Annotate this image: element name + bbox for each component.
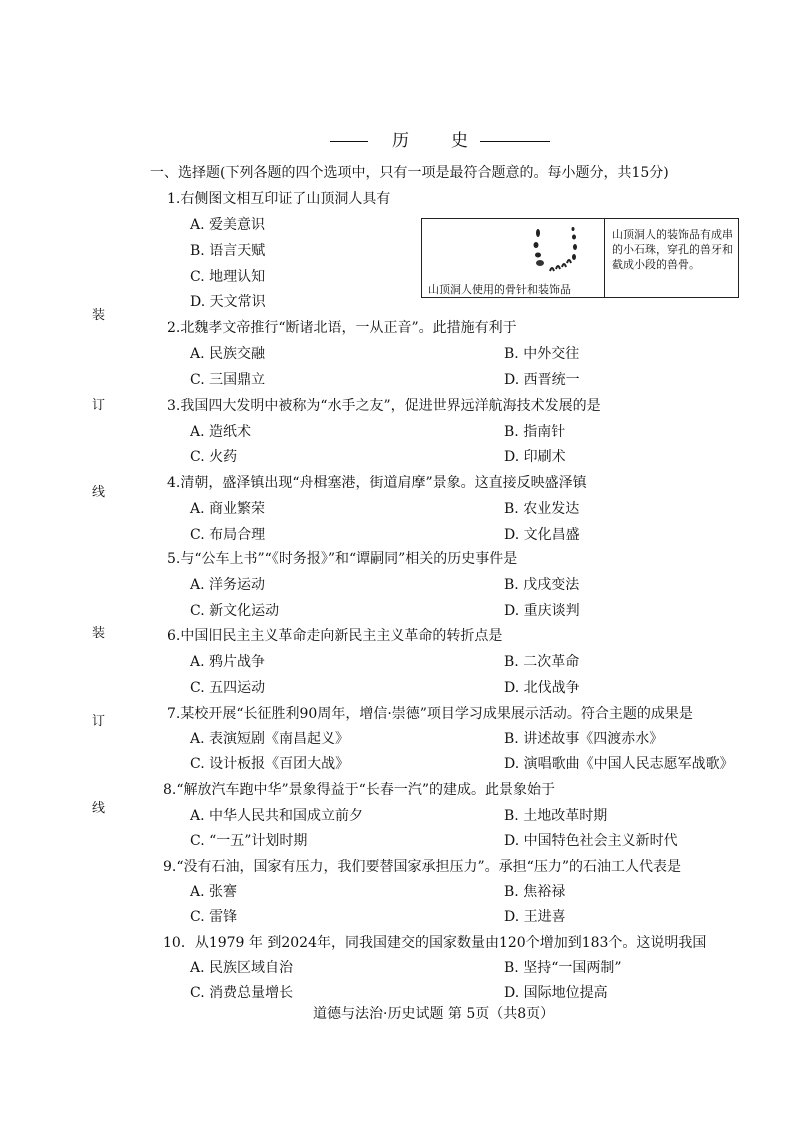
option: D. 演唱歌曲《中国人民志愿军战歌》 <box>504 756 734 772</box>
option: C. 新文化运动 <box>190 603 280 619</box>
option: A. 商业繁荣 <box>190 501 266 517</box>
option: D. 西晋统一 <box>504 372 580 388</box>
option: A. 表演短剧《南昌起义》 <box>190 731 350 747</box>
question-stem: 8.“解放汽车跑中华”景象得益于“长春一汽”的建成。此景象始于 <box>163 782 555 798</box>
option: C. “一五”计划时期 <box>190 833 308 849</box>
option: B. 中外交往 <box>504 346 580 362</box>
binding-mark: 装 <box>92 626 106 641</box>
bone-needle-ornaments-illustration <box>522 223 582 279</box>
option: A. 造纸术 <box>190 424 252 440</box>
binding-mark: 线 <box>92 485 106 500</box>
option: C. 布局合理 <box>190 527 266 543</box>
option: B. 农业发达 <box>504 501 580 517</box>
question-stem: 6.中国旧民主主义革命走向新民主主义革命的转折点是 <box>167 628 503 644</box>
option: B. 语言天赋 <box>190 243 266 259</box>
option: C. 火药 <box>190 449 238 465</box>
question-stem: 2.北魏孝文帝推行“断诸北语，一从正音”。此措施有利于 <box>167 320 517 336</box>
option: D. 文化昌盛 <box>504 527 580 543</box>
option: A. 张謇 <box>190 884 238 900</box>
option: B. 焦裕禄 <box>504 884 566 900</box>
option: A. 爱美意识 <box>190 217 266 233</box>
section-instruction: 一、选择题(下列各题的四个选项中，只有一项是最符合题意的。每小题分，共15分) <box>150 165 669 181</box>
question-stem: 7.某校开展“长征胜利90周年，增信·崇德”项目学习成果展示活动。符合主题的成果是 <box>167 706 693 722</box>
question-stem: 9.“没有石油，国家有压力，我们要替国家承担压力”。承担“压力”的石油工人代表是 <box>163 859 681 875</box>
option: A. 鸦片战争 <box>190 654 266 670</box>
figure-caption: 山顶洞人使用的骨针和装饰品 <box>428 283 571 296</box>
option: A. 洋务运动 <box>190 577 266 593</box>
page-title <box>330 126 550 151</box>
question-stem: 5.与“公车上书”“《时务报》”和“谭嗣同”相关的历史事件是 <box>167 551 518 567</box>
option: C. 地理认知 <box>190 269 266 285</box>
option: B. 二次革命 <box>504 654 580 670</box>
figure-description: 山顶洞人的装饰品有成串的小石珠，穿孔的兽牙和截成小段的兽骨。 <box>612 228 733 271</box>
option: D. 印刷术 <box>504 449 566 465</box>
option: D. 重庆谈判 <box>504 603 580 619</box>
question-stem: 10．从1979 年 到2024年，同我国建交的国家数量由120个增加到183个。这说明我国 <box>163 935 707 951</box>
option: D. 北伐战争 <box>504 680 580 696</box>
question-stem: 4.清朝，盛泽镇出现“舟楫塞港，街道肩摩”景象。这直接反映盛泽镇 <box>167 475 587 491</box>
binding-mark: 装 <box>92 308 106 323</box>
title-rule-right <box>480 141 550 142</box>
figure-box <box>421 218 739 298</box>
option: D. 中国特色社会主义新时代 <box>504 833 678 849</box>
option: D. 天文常识 <box>190 294 266 310</box>
option: B. 指南针 <box>504 424 566 440</box>
page-footer: 道德与法治·历史试题 第 5页（共8页） <box>313 1006 555 1022</box>
option: C. 设计板报《百团大战》 <box>190 756 350 772</box>
option: A. 民族区域自治 <box>190 960 294 976</box>
question-stem: 1.右侧图文相互印证了山顶洞人具有 <box>167 191 391 207</box>
option: B. 戊戌变法 <box>504 577 580 593</box>
option: B. 坚持“一国两制” <box>504 960 622 976</box>
option: D. 王进喜 <box>504 909 566 925</box>
binding-mark: 订 <box>92 398 106 413</box>
option: C. 五四运动 <box>190 680 266 696</box>
binding-mark: 线 <box>92 801 106 816</box>
option: C. 三国鼎立 <box>190 372 266 388</box>
title-text: 历史 <box>392 131 510 151</box>
title-rule-left <box>330 141 368 142</box>
figure-divider <box>604 219 605 297</box>
option: C. 雷锋 <box>190 909 238 925</box>
binding-mark: 订 <box>92 714 106 729</box>
question-stem: 3.我国四大发明中被称为“水手之友”，促进世界远洋航海技术发展的是 <box>167 398 601 414</box>
option: D. 国际地位提高 <box>504 985 608 1001</box>
option: B. 土地改革时期 <box>504 808 608 824</box>
option: A. 中华人民共和国成立前夕 <box>190 808 364 824</box>
option: C. 消费总量增长 <box>190 985 294 1001</box>
option: A. 民族交融 <box>190 346 266 362</box>
option: B. 讲述故事《四渡赤水》 <box>504 731 664 747</box>
